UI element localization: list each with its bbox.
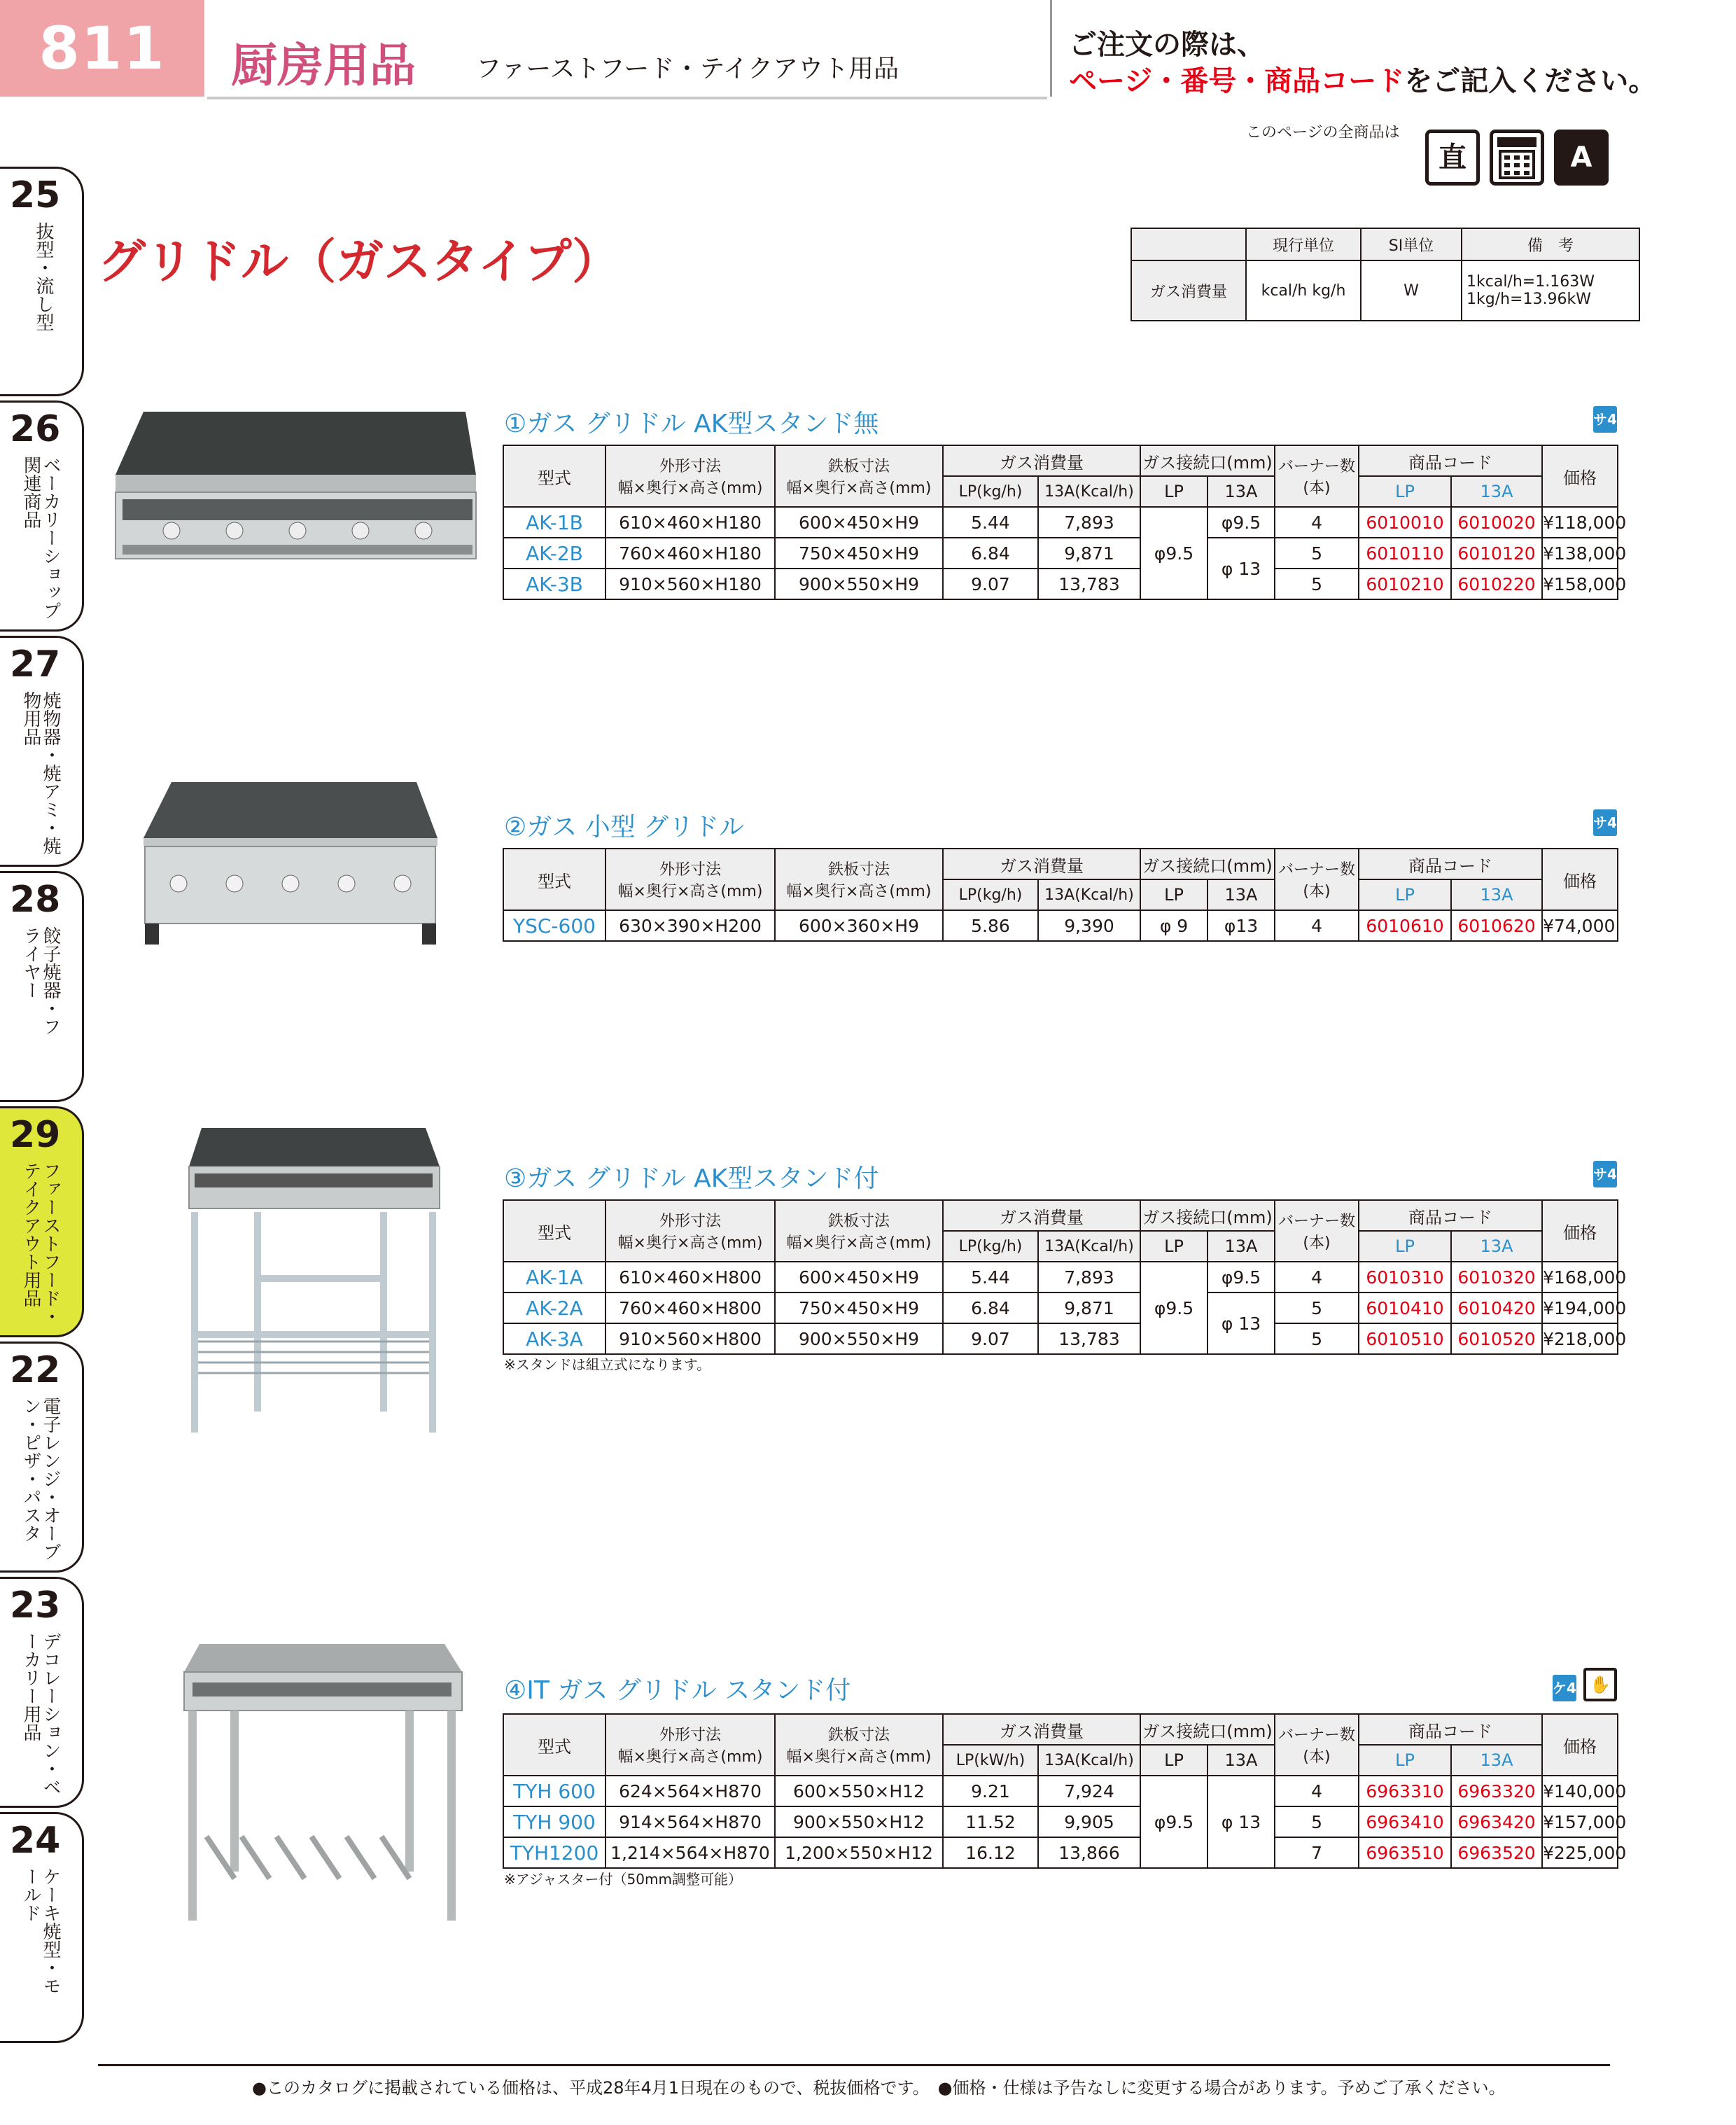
col-outer	[606, 1714, 775, 1776]
col-model: 型式	[503, 1200, 606, 1262]
price-cell: ¥138,000	[1542, 538, 1618, 569]
burner-cell: 4	[1275, 1776, 1359, 1806]
unit-conversion-table	[1130, 228, 1640, 321]
price-cell: ¥225,000	[1542, 1837, 1618, 1868]
col-gas-lp: LP(kW/h)	[943, 1745, 1038, 1776]
direct-delivery-icon	[1425, 130, 1480, 186]
subcategory-title: ファーストフード・テイクアウト用品	[476, 55, 899, 83]
gas-13a-cell: 9,871	[1038, 1293, 1140, 1323]
col-burner-sub: (本)	[1303, 1748, 1331, 1766]
col-burner	[1275, 849, 1359, 910]
col-conn-13a: 13A	[1208, 1745, 1275, 1776]
price-cell: ¥158,000	[1542, 569, 1618, 599]
code-lp-cell: 6010010	[1359, 507, 1451, 538]
side-tab-26[interactable]	[0, 400, 84, 632]
conn-13a-cell: φ9.5	[1208, 1262, 1275, 1293]
model-cell: AK-1A	[503, 1262, 606, 1293]
griddle-small-image	[136, 779, 444, 954]
col-outer-sub: 幅×奥行×高さ(mm)	[617, 1748, 763, 1766]
plate-cell: 900×550×H12	[775, 1806, 943, 1837]
side-tab-label: ベーカリーショップ関連商品	[20, 456, 61, 620]
col-price: 価格	[1542, 1714, 1618, 1776]
footer-note: ●このカタログに掲載されている価格は、平成28年4月1日現在のもので、税抜価格です。 ●価格・仕様は予告なしに変更する場合があります。予めご了承ください。	[252, 2078, 1506, 2098]
code-13a-cell: 6010320	[1451, 1262, 1542, 1293]
code-13a-cell: 6010020	[1451, 507, 1542, 538]
side-tab-number: 23	[10, 1584, 61, 1626]
table-row	[503, 507, 1618, 538]
conn-lp-cell: φ9.5	[1140, 507, 1208, 599]
col-code-lp: LP	[1359, 879, 1451, 910]
code-13a-cell: 6963420	[1451, 1806, 1542, 1837]
gas-lp-cell: 11.52	[943, 1806, 1038, 1837]
gas-13a-cell: 9,871	[1038, 538, 1140, 569]
col-plate	[775, 445, 943, 507]
table-row	[503, 910, 1618, 941]
col-plate-label: 鉄板寸法	[827, 1213, 890, 1230]
col-burner-label: バーナー数	[1278, 458, 1356, 475]
conn-13a-cell: φ 13	[1208, 538, 1275, 599]
gas-lp-cell: 16.12	[943, 1837, 1038, 1868]
col-conn-lp: LP	[1140, 1231, 1208, 1262]
col-plate-sub: 幅×奥行×高さ(mm)	[786, 883, 932, 900]
side-tab-22[interactable]	[0, 1342, 84, 1573]
col-outer	[606, 849, 775, 910]
product-table-2	[503, 848, 1618, 942]
section-title-4: ④IT ガス グリドル スタンド付	[504, 1676, 851, 1705]
direct-icon-label: 直	[1438, 141, 1466, 174]
side-tab-label: ケーキ焼型・モールド	[20, 1867, 61, 1995]
fax-icon	[1490, 130, 1544, 186]
gas-lp-cell: 9.07	[943, 569, 1038, 599]
col-plate	[775, 849, 943, 910]
col-code: 商品コード	[1359, 849, 1542, 879]
side-tab-label: 焼物器・焼アミ・焼物用品	[20, 691, 61, 855]
col-gas: ガス消費量	[943, 445, 1140, 476]
col-burner-sub: (本)	[1303, 480, 1331, 497]
burner-cell: 4	[1275, 507, 1359, 538]
col-code-lp: LP	[1359, 1231, 1451, 1262]
outer-cell: 610×460×H800	[606, 1262, 775, 1293]
footer-divider	[98, 2064, 1610, 2066]
col-price: 価格	[1542, 445, 1618, 507]
col-conn-lp: LP	[1140, 879, 1208, 910]
col-conn-13a: 13A	[1208, 476, 1275, 507]
code-lp-cell: 6963510	[1359, 1837, 1451, 1868]
gas-lp-cell: 5.86	[943, 910, 1038, 941]
table-header-row	[503, 1200, 1618, 1231]
col-outer	[606, 445, 775, 507]
burner-cell: 5	[1275, 1293, 1359, 1323]
col-conn: ガス接続口(mm)	[1140, 849, 1275, 879]
table-row	[1131, 260, 1639, 321]
col-conn-13a: 13A	[1208, 879, 1275, 910]
griddle-ak-stand-image	[181, 1124, 447, 1440]
gas-13a-cell: 13,783	[1038, 1323, 1140, 1354]
truck-icon-label: A	[1570, 141, 1592, 174]
gas-lp-cell: 5.44	[943, 1262, 1038, 1293]
side-tab-label: 抜型・流し型	[33, 222, 54, 331]
table-row	[503, 538, 1618, 569]
table-row	[503, 1776, 1618, 1806]
side-tab-number: 26	[10, 408, 61, 450]
plate-cell: 900×550×H9	[775, 569, 943, 599]
conn-13a-cell: φ13	[1208, 910, 1275, 941]
conn-lp-cell: φ9.5	[1140, 1776, 1208, 1868]
griddle-ak-stand-less-image	[102, 405, 479, 573]
table-header-row	[1131, 228, 1639, 260]
burner-cell: 7	[1275, 1837, 1359, 1868]
code-13a-cell: 6010220	[1451, 569, 1542, 599]
price-cell: ¥74,000	[1542, 910, 1618, 941]
code-lp-cell: 6010210	[1359, 569, 1451, 599]
order-note-line1: ご注文の際は、	[1069, 29, 1265, 61]
code-lp-cell: 6010110	[1359, 538, 1451, 569]
col-plate-sub: 幅×奥行×高さ(mm)	[786, 480, 932, 497]
category-title: 厨房用品	[231, 39, 416, 92]
page-title: グリドル（ガスタイプ）	[98, 235, 620, 290]
gas-13a-cell: 7,893	[1038, 1262, 1140, 1293]
price-cell: ¥218,000	[1542, 1323, 1618, 1354]
delivery-truck-icon	[1554, 130, 1609, 186]
col-burner	[1275, 1200, 1359, 1262]
code-13a-cell: 6010420	[1451, 1293, 1542, 1323]
code-13a-cell: 6010120	[1451, 538, 1542, 569]
section-3-note: ※スタンドは組立式になります。	[504, 1356, 711, 1373]
burner-cell: 4	[1275, 910, 1359, 941]
order-note-highlight: ページ・番号・商品コード	[1069, 65, 1405, 97]
table-header-cell: 現行単位	[1246, 228, 1361, 260]
gas-lp-cell: 6.84	[943, 538, 1038, 569]
side-tab-label: デコレーション・ベーカリー用品	[20, 1632, 61, 1796]
col-model: 型式	[503, 445, 606, 507]
side-tab-23[interactable]	[0, 1577, 84, 1808]
remarks-cell	[1462, 260, 1639, 321]
code-lp-cell: 6010410	[1359, 1293, 1451, 1323]
col-burner-sub: (本)	[1303, 1234, 1331, 1252]
section-4-note: ※アジャスター付（50mm調整可能）	[504, 1871, 742, 1888]
gas-13a-cell: 13,783	[1038, 569, 1140, 599]
col-code-lp: LP	[1359, 1745, 1451, 1776]
table-header-row	[503, 445, 1618, 476]
griddle-it-stand-image	[178, 1640, 465, 1935]
col-code-lp: LP	[1359, 476, 1451, 507]
code-13a-cell: 6010520	[1451, 1323, 1542, 1354]
gas-lp-cell: 6.84	[943, 1293, 1038, 1323]
page-number: 811	[0, 0, 204, 97]
code-lp-cell: 6010610	[1359, 910, 1451, 941]
conn-13a-cell: φ 13	[1208, 1776, 1275, 1868]
model-cell: AK-2A	[503, 1293, 606, 1323]
model-cell: AK-1B	[503, 507, 606, 538]
col-gas-13a: 13A(Kcal/h)	[1038, 879, 1140, 910]
plate-cell: 600×360×H9	[775, 910, 943, 941]
burner-cell: 5	[1275, 1806, 1359, 1837]
shipping-badge: ケ4	[1553, 1675, 1576, 1701]
col-code-13a: 13A	[1451, 879, 1542, 910]
col-code: 商品コード	[1359, 1200, 1542, 1231]
price-cell: ¥168,000	[1542, 1262, 1618, 1293]
col-gas-13a: 13A(Kcal/h)	[1038, 476, 1140, 507]
table-row	[503, 1293, 1618, 1323]
col-conn-lp: LP	[1140, 1745, 1208, 1776]
side-tab-number: 28	[10, 879, 61, 921]
col-conn: ガス接続口(mm)	[1140, 1200, 1275, 1231]
product-table-1	[503, 445, 1627, 600]
burner-cell: 5	[1275, 538, 1359, 569]
section-title-2: ②ガス 小型 グリドル	[504, 813, 745, 842]
col-price: 価格	[1542, 1200, 1618, 1262]
burner-cell: 5	[1275, 569, 1359, 599]
burner-cell: 4	[1275, 1262, 1359, 1293]
col-code-13a: 13A	[1451, 476, 1542, 507]
col-code: 商品コード	[1359, 1714, 1542, 1745]
side-tab-27[interactable]	[0, 636, 84, 867]
code-lp-cell: 6963310	[1359, 1776, 1451, 1806]
col-price: 価格	[1542, 849, 1618, 910]
col-plate-label: 鉄板寸法	[827, 458, 890, 475]
table-row	[503, 1837, 1618, 1868]
col-gas-lp: LP(kg/h)	[943, 476, 1038, 507]
table-row	[503, 1262, 1618, 1293]
side-tab-29[interactable]	[0, 1106, 84, 1337]
side-tab-label: 餃子焼器・フライヤー	[20, 926, 61, 1036]
table-row	[503, 1806, 1618, 1837]
model-cell: AK-3B	[503, 569, 606, 599]
product-table-4	[503, 1713, 1627, 1869]
outer-cell: 910×560×H800	[606, 1323, 775, 1354]
col-plate	[775, 1200, 943, 1262]
model-cell: TYH 600	[503, 1776, 606, 1806]
col-plate-label: 鉄板寸法	[827, 861, 890, 879]
side-tab-25[interactable]	[0, 167, 84, 396]
col-outer-label: 外形寸法	[659, 458, 721, 475]
col-outer-label: 外形寸法	[659, 1727, 721, 1744]
side-tab-label: ファーストフード・テイクアウト用品	[20, 1162, 61, 1325]
plate-cell: 900×550×H9	[775, 1323, 943, 1354]
side-tab-number: 25	[10, 174, 61, 216]
col-gas-13a: 13A(Kcal/h)	[1038, 1231, 1140, 1262]
plate-cell: 600×450×H9	[775, 1262, 943, 1293]
row-label: ガス消費量	[1131, 260, 1246, 321]
col-burner-sub: (本)	[1303, 883, 1331, 900]
conn-lp-cell: φ9.5	[1140, 1262, 1208, 1354]
outer-cell: 914×564×H870	[606, 1806, 775, 1837]
col-gas: ガス消費量	[943, 1200, 1140, 1231]
gas-13a-cell: 7,893	[1038, 507, 1140, 538]
table-header-row	[503, 849, 1618, 879]
side-tab-number: 22	[10, 1349, 61, 1391]
outer-cell: 910×560×H180	[606, 569, 775, 599]
col-outer-sub: 幅×奥行×高さ(mm)	[617, 480, 763, 497]
col-outer-label: 外形寸法	[659, 861, 721, 879]
col-gas-13a: 13A(Kcal/h)	[1038, 1745, 1140, 1776]
price-cell: ¥140,000	[1542, 1776, 1618, 1806]
side-tab-number: 24	[10, 1820, 61, 1862]
remarks-line: 1kg/h=13.96kW	[1466, 291, 1591, 308]
plate-cell: 750×450×H9	[775, 1293, 943, 1323]
side-tab-number: 27	[10, 643, 61, 685]
code-lp-cell: 6010510	[1359, 1323, 1451, 1354]
model-cell: YSC-600	[503, 910, 606, 941]
burner-cell: 5	[1275, 1323, 1359, 1354]
side-tab-number: 29	[10, 1114, 61, 1156]
col-outer-sub: 幅×奥行×高さ(mm)	[617, 883, 763, 900]
table-header-row	[503, 1714, 1618, 1745]
col-gas: ガス消費量	[943, 849, 1140, 879]
product-table-3	[503, 1199, 1627, 1355]
gas-13a-cell: 7,924	[1038, 1776, 1140, 1806]
col-code-13a: 13A	[1451, 1745, 1542, 1776]
side-tab-24[interactable]	[0, 1812, 84, 2043]
gas-lp-cell: 9.07	[943, 1323, 1038, 1354]
col-plate	[775, 1714, 943, 1776]
code-lp-cell: 6010310	[1359, 1262, 1451, 1293]
order-note-rest: をご記入ください。	[1404, 65, 1657, 97]
table-row	[503, 1323, 1618, 1354]
price-cell: ¥194,000	[1542, 1293, 1618, 1323]
col-code-13a: 13A	[1451, 1231, 1542, 1262]
plate-cell: 600×550×H12	[775, 1776, 943, 1806]
model-cell: AK-2B	[503, 538, 606, 569]
gas-13a-cell: 9,905	[1038, 1806, 1140, 1837]
outer-cell: 610×460×H180	[606, 507, 775, 538]
col-outer-sub: 幅×奥行×高さ(mm)	[617, 1234, 763, 1252]
hold-icon: ✋	[1583, 1668, 1617, 1701]
col-burner	[1275, 445, 1359, 507]
table-header-cell: SI単位	[1361, 228, 1462, 260]
side-tab-28[interactable]	[0, 871, 84, 1102]
plate-cell: 750×450×H9	[775, 538, 943, 569]
col-gas-lp: LP(kg/h)	[943, 1231, 1038, 1262]
code-13a-cell: 6010620	[1451, 910, 1542, 941]
conn-13a-cell: φ 13	[1208, 1293, 1275, 1354]
order-note-line2	[1069, 59, 1656, 99]
remarks-line: 1kcal/h=1.163W	[1466, 273, 1595, 291]
outer-cell: 624×564×H870	[606, 1776, 775, 1806]
col-burner-label: バーナー数	[1278, 861, 1356, 879]
col-plate-sub: 幅×奥行×高さ(mm)	[786, 1748, 932, 1766]
shipping-badge: サ4	[1593, 1161, 1617, 1187]
outer-cell: 630×390×H200	[606, 910, 775, 941]
col-plate-sub: 幅×奥行×高さ(mm)	[786, 1234, 932, 1252]
col-conn-lp: LP	[1140, 476, 1208, 507]
gas-13a-cell: 9,390	[1038, 910, 1140, 941]
code-lp-cell: 6963410	[1359, 1806, 1451, 1837]
col-model: 型式	[503, 849, 606, 910]
col-burner	[1275, 1714, 1359, 1776]
outer-cell: 760×460×H180	[606, 538, 775, 569]
col-burner-label: バーナー数	[1278, 1727, 1356, 1744]
plate-cell: 1,200×550×H12	[775, 1837, 943, 1868]
si-unit: W	[1361, 260, 1462, 321]
col-model: 型式	[503, 1714, 606, 1776]
gas-13a-cell: 13,866	[1038, 1837, 1140, 1868]
conn-lp-cell: φ 9	[1140, 910, 1208, 941]
col-code: 商品コード	[1359, 445, 1542, 476]
fax-grid-icon	[1493, 133, 1541, 182]
col-plate-label: 鉄板寸法	[827, 1727, 890, 1744]
model-cell: TYH1200	[503, 1837, 606, 1868]
table-header-cell	[1131, 228, 1246, 260]
code-13a-cell: 6963520	[1451, 1837, 1542, 1868]
section-title-1: ①ガス グリドル AK型スタンド無	[504, 410, 879, 438]
col-outer	[606, 1200, 775, 1262]
current-unit: kcal/h kg/h	[1246, 260, 1361, 321]
col-outer-label: 外形寸法	[659, 1213, 721, 1230]
model-cell: TYH 900	[503, 1806, 606, 1837]
col-conn: ガス接続口(mm)	[1140, 445, 1275, 476]
shipping-badge: サ4	[1593, 406, 1617, 433]
code-13a-cell: 6963320	[1451, 1776, 1542, 1806]
gas-lp-cell: 9.21	[943, 1776, 1038, 1806]
plate-cell: 600×450×H9	[775, 507, 943, 538]
price-cell: ¥118,000	[1542, 507, 1618, 538]
outer-cell: 1,214×564×H870	[606, 1837, 775, 1868]
col-gas-lp: LP(kg/h)	[943, 879, 1038, 910]
all-products-label: このページの全商品は	[1246, 124, 1400, 141]
col-gas: ガス消費量	[943, 1714, 1140, 1745]
model-cell: AK-3A	[503, 1323, 606, 1354]
col-conn: ガス接続口(mm)	[1140, 1714, 1275, 1745]
table-row	[503, 569, 1618, 599]
shipping-badge: サ4	[1593, 809, 1617, 836]
table-header-cell: 備 考	[1462, 228, 1639, 260]
outer-cell: 760×460×H800	[606, 1293, 775, 1323]
side-tab-label: 電子レンジ・オーブン・ピザ・パスタ	[20, 1397, 61, 1561]
section-title-3: ③ガス グリドル AK型スタンド付	[504, 1164, 879, 1193]
gas-lp-cell: 5.44	[943, 507, 1038, 538]
conn-13a-cell: φ9.5	[1208, 507, 1275, 538]
col-conn-13a: 13A	[1208, 1231, 1275, 1262]
price-cell: ¥157,000	[1542, 1806, 1618, 1837]
col-burner-label: バーナー数	[1278, 1213, 1356, 1230]
